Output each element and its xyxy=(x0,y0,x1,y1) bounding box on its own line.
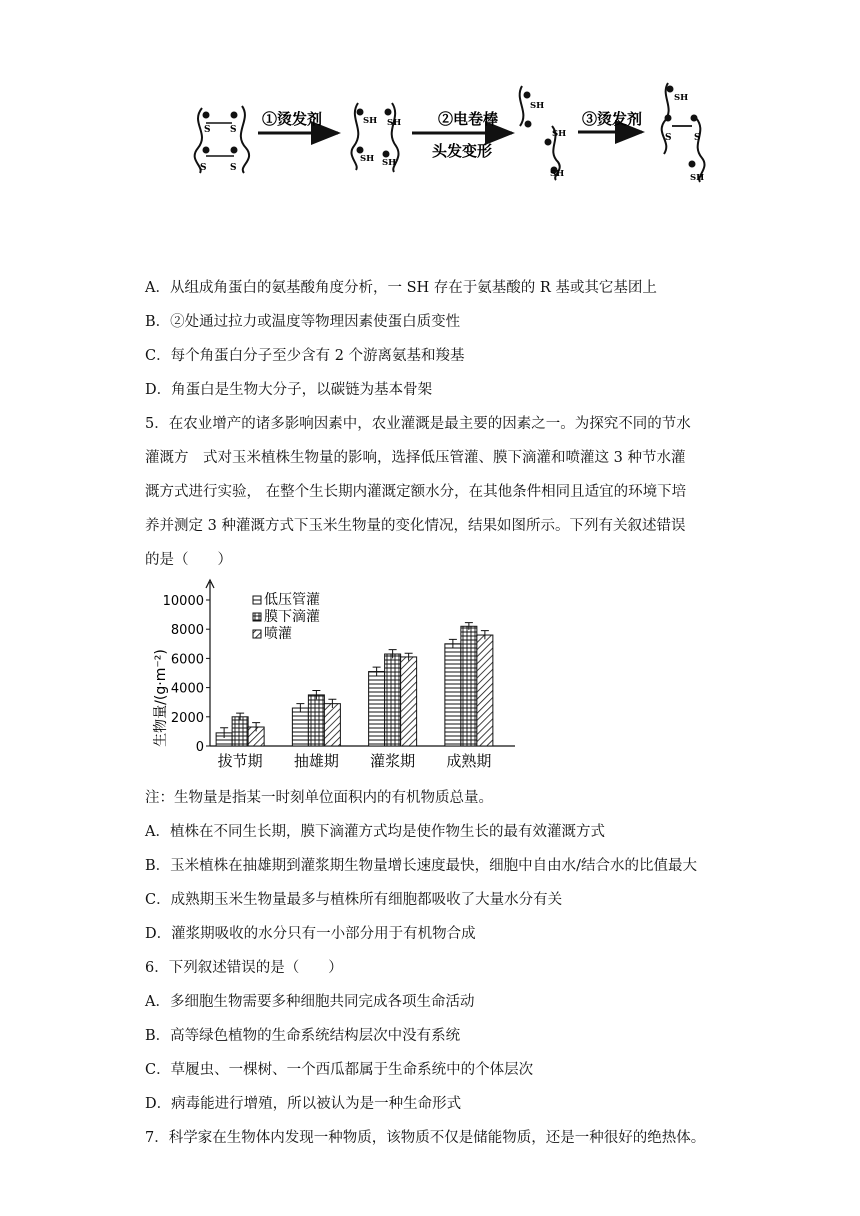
legend-label: 低压管灌 xyxy=(264,592,320,608)
q4-option-b: B．②处通过拉力或温度等物理因素使蛋白质变性 xyxy=(145,314,461,330)
q7-stem: 7．科学家在生物体内发现一种物质，该物质不仅是储能物质，还是一种很好的绝热体。 xyxy=(145,1130,706,1146)
bar xyxy=(445,644,461,746)
step1-label: ①烫发剂 xyxy=(262,110,323,128)
s-label: S xyxy=(665,133,672,143)
bar xyxy=(232,717,248,746)
bar xyxy=(292,708,308,746)
legend-swatch xyxy=(253,613,261,621)
sh-label: SH xyxy=(690,173,705,183)
bar xyxy=(369,672,385,746)
sh-label: SH xyxy=(387,118,402,128)
q6-option-d: D．病毒能进行增殖，所以被认为是一种生命形式 xyxy=(145,1096,462,1112)
sh-label: SH xyxy=(674,93,689,103)
s-label: S xyxy=(230,163,237,173)
s-label: S xyxy=(230,125,237,135)
q4-option-d: D．角蛋白是生物大分子，以碳链为基本骨架 xyxy=(145,382,433,398)
bar xyxy=(461,626,477,746)
q6-stem: 6．下列叙述错误的是（ ） xyxy=(145,960,343,976)
q5-option-a: A．植株在不同生长期，膜下滴灌方式均是使作物生长的最有效灌溉方式 xyxy=(145,824,605,840)
legend-label: 喷灌 xyxy=(264,626,292,642)
step3-label: ③烫发剂 xyxy=(582,110,643,128)
legend-swatch xyxy=(253,630,261,638)
bar xyxy=(401,657,417,746)
y-tick-label: 6000 xyxy=(170,652,204,668)
q4-option-a: A．从组成角蛋白的氨基酸角度分析，一 SH 存在于氨基酸的 R 基或其它基团上 xyxy=(145,280,657,296)
q5-option-b: B．玉米植株在抽雄期到灌浆期生物量增长速度最快，细胞中自由水/结合水的比值最大 xyxy=(145,858,698,874)
y-tick-label: 4000 xyxy=(170,681,204,697)
y-tick-label: 10000 xyxy=(162,594,204,609)
x-tick-label: 抽雄期 xyxy=(293,752,339,770)
sh-label: SH xyxy=(550,169,565,179)
q5-option-c: C．成熟期玉米生物量最多与植株所有细胞都吸收了大量水分有关 xyxy=(145,892,563,908)
bar xyxy=(308,695,324,746)
bar xyxy=(324,704,340,746)
sh-label: SH xyxy=(363,116,378,126)
q5-stem-line: 灌溉方 式对玉米植株生物量的影响，选择低压管灌、膜下滴灌和喷灌这 3 种节水灌 xyxy=(145,450,686,466)
hair-perm-diagram xyxy=(180,78,720,188)
biomass-bar-chart xyxy=(145,578,525,773)
sh-label: SH xyxy=(530,101,545,111)
x-tick-label: 灌浆期 xyxy=(370,752,416,770)
q6-option-c: C．草履虫、一棵树、一个西瓜都属于生命系统中的个体层次 xyxy=(145,1062,534,1078)
y-axis-label: 生物量/(g·m⁻²) xyxy=(153,649,169,747)
q5-stem-line: 的是（ ） xyxy=(145,552,232,568)
q5-stem-line: 养并测定 3 种灌溉方式下玉米生物量的变化情况，结果如图所示。下列有关叙述错误 xyxy=(145,518,686,534)
y-tick-label: 2000 xyxy=(170,710,204,726)
q5-option-d: D．灌浆期吸收的水分只有一小部分用于有机物合成 xyxy=(145,926,476,942)
q5-stem-line: 5．在农业增产的诸多影响因素中，农业灌溉是最主要的因素之一。为探究不同的节水 xyxy=(145,416,691,432)
sh-label: SH xyxy=(552,129,567,139)
sh-label: SH xyxy=(382,158,397,168)
q5-stem-line: 溉方式进行实验， 在整个生长期内灌溉定额水分，在其他条件相同且适宜的环境下培 xyxy=(145,484,687,500)
step2-label: ②电卷棒 xyxy=(438,110,499,128)
step2-sublabel: 头发变形 xyxy=(432,142,493,160)
x-tick-label: 拔节期 xyxy=(217,752,263,770)
bar xyxy=(477,635,493,746)
legend-label: 膜下滴灌 xyxy=(264,609,320,625)
y-tick-label: 0 xyxy=(195,740,204,755)
y-tick-label: 8000 xyxy=(170,623,204,639)
x-tick-label: 成熟期 xyxy=(446,752,492,770)
legend-swatch xyxy=(253,596,261,604)
q4-option-c: C．每个角蛋白分子至少含有 2 个游离氨基和羧基 xyxy=(145,348,465,364)
s-label: S xyxy=(694,133,701,143)
sh-label: SH xyxy=(360,154,375,164)
chart-note: 注：生物量是指某一时刻单位面积内的有机物质总量。 xyxy=(145,790,493,806)
q6-option-b: B．高等绿色植物的生命系统结构层次中没有系统 xyxy=(145,1028,461,1044)
s-label: S xyxy=(204,125,211,135)
bar xyxy=(385,654,401,746)
q6-option-a: A．多细胞生物需要多种细胞共同完成各项生命活动 xyxy=(145,994,475,1010)
s-label: S xyxy=(200,163,207,173)
